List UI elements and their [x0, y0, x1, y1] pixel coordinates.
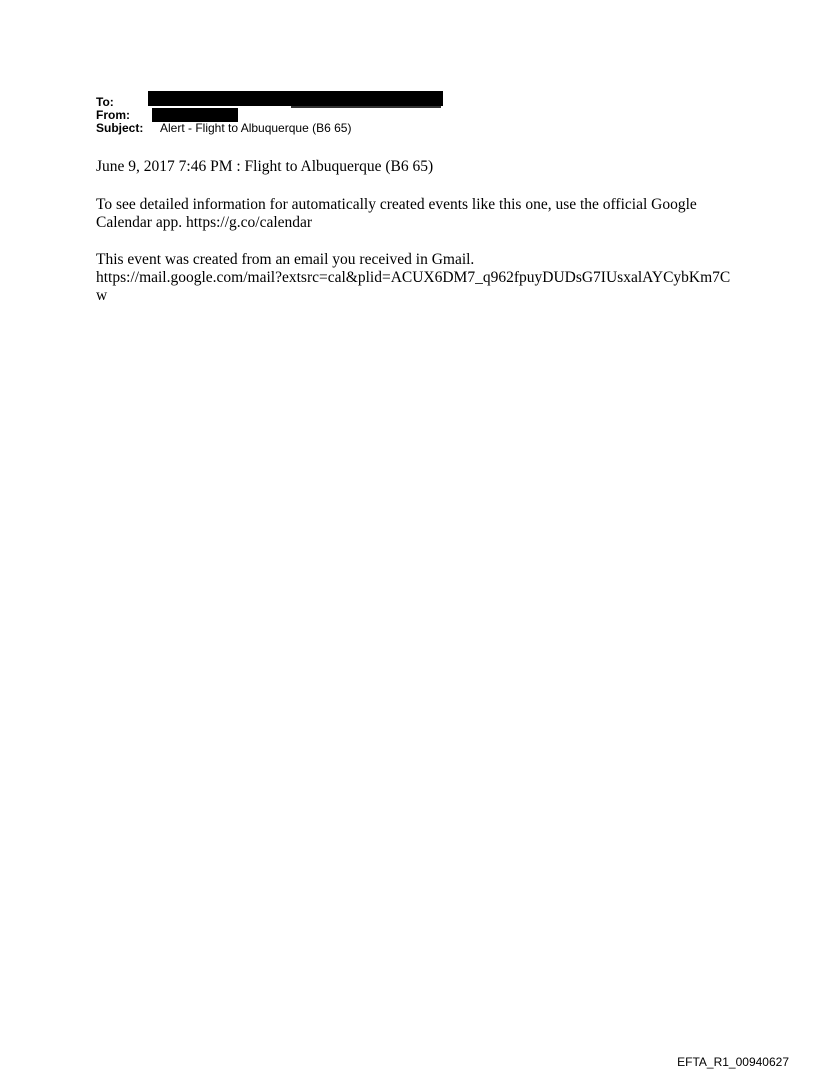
redaction-block-to [148, 91, 443, 106]
from-label: From: [96, 108, 130, 122]
to-label: To: [96, 95, 114, 109]
gmail-paragraph [96, 251, 736, 305]
event-date-line: June 9, 2017 7:46 PM : Flight to Albuquerque (B6 65) [96, 158, 434, 175]
gmail-text: This event was created from an email you received in Gmail. [96, 251, 475, 268]
gmail-link[interactable]: https://mail.google.com/mail?extsrc=cal&plid=ACUX6DM7_q962fpuyDUDsG7IUsxalAYCybKm7Cw [96, 269, 731, 304]
calendar-link[interactable]: https://g.co/calendar [185, 214, 313, 231]
subject-value: Alert - Flight to Albuquerque (B6 65) [160, 121, 352, 135]
subject-row [96, 121, 352, 135]
email-header [96, 95, 352, 135]
info-paragraph [96, 196, 736, 232]
subject-label: Subject: [96, 121, 144, 135]
redaction-block-from [152, 108, 238, 122]
document-id: EFTA_R1_00940627 [677, 1055, 789, 1069]
redaction-residue [291, 106, 441, 108]
info-text: To see detailed information for automatically created events like this one, use the official Google Calendar app. [96, 196, 697, 231]
